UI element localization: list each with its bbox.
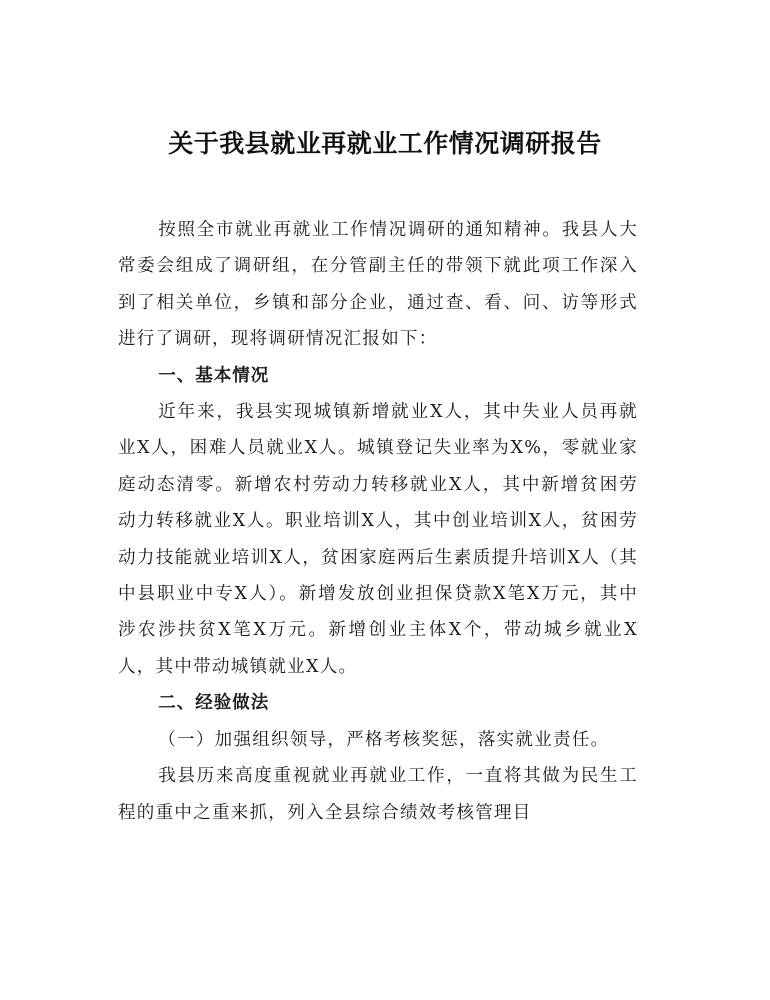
basic-situation-paragraph: 近年来，我县实现城镇新增就业X人，其中失业人员再就业X人，困难人员就业X人。城镇登记失业率为X%，零就业家庭动态清零。新增农村劳动力转移就业X人，其中新增贫困劳动力转移就业X人。职业培训X人，其中创业培训X人，贫困劳动力技能就业培训X人，贫困家庭两后生素质提升培训X人（其中县职业中专X人）。新增发放创业担保贷款X笔X万元，其中涉农涉扶贫X笔X万元。新增创业主体X个，带动城乡就业X人，其中带动城镇就业X人。 — [118, 402, 638, 677]
document-title: 关于我县就业再就业工作情况调研报告 — [168, 129, 602, 158]
section-heading-experience: 二、经验做法 — [158, 693, 270, 714]
intro-paragraph: 按照全市就业再就业工作情况调研的通知精神。我县人大常委会组成了调研组，在分管副主任的带领下就此项工作深入到了相关单位，乡镇和部分企业，通过查、看、问、访等形式进行了调研，现将调研情况汇报如下： — [118, 220, 638, 350]
section-heading-basic: 一、基本情况 — [158, 365, 270, 386]
experience-paragraph: 我县历来高度重视就业再就业工作，一直将其做为民生工程的重中之重来抓，列入全县综合绩效考核管理目 — [118, 766, 638, 823]
subsection-heading-1: （一）加强组织领导，严格考核奖惩，落实就业责任。 — [158, 729, 610, 750]
document-body — [118, 212, 638, 831]
